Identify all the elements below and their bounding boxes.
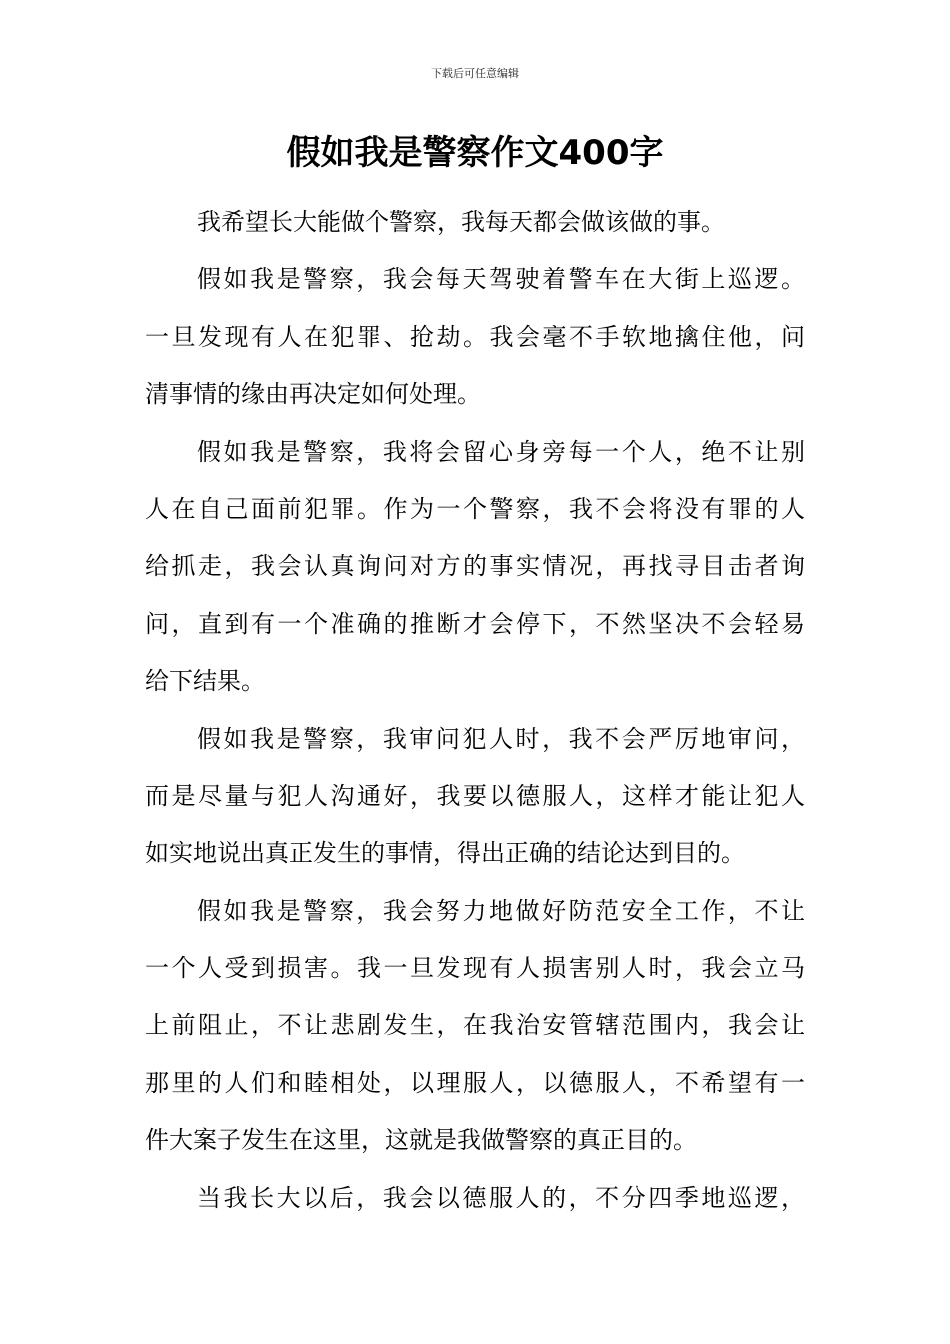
essay-line: 我希望长大能做个警察，我每天都会做该做的事。	[197, 208, 725, 236]
page-title: 假如我是警察作文400字	[286, 133, 664, 173]
essay-line: 假如我是警察，我将会留心身旁每一个人，绝不让别	[197, 437, 805, 466]
essay-line: 当我长大以后，我会以德服人的，不分四季地巡逻，	[197, 1183, 805, 1212]
essay-line: 上前阻止，不让悲剧发生，在我治安管辖范围内，我会让	[145, 1011, 805, 1040]
essay-line: 件大案子发生在这里，这就是我做警察的真正目的。	[145, 1126, 697, 1155]
essay-line: 人在自己面前犯罪。作为一个警察，我不会将没有罪的人	[145, 494, 805, 523]
essay-line: 如实地说出真正发生的事情，得出正确的结论达到目的。	[145, 839, 745, 868]
essay-line: 假如我是警察，我会努力地做好防范安全工作，不让	[197, 896, 805, 925]
essay-line: 给下结果。	[145, 667, 265, 696]
essay-body	[145, 194, 805, 1227]
essay-line: 那里的人们和睦相处，以理服人，以德服人，不希望有一	[145, 1068, 805, 1097]
essay-line: 假如我是警察，我会每天驾驶着警车在大街上巡逻。	[197, 265, 805, 294]
header-note: 下载后可任意编辑	[431, 67, 519, 80]
essay-line: 一旦发现有人在犯罪、抢劫。我会毫不手软地擒住他，问	[145, 322, 805, 351]
essay-line: 给抓走，我会认真询问对方的事实情况，再找寻目击者询	[145, 552, 805, 581]
essay-line: 清事情的缘由再决定如何处理。	[145, 380, 481, 409]
essay-line: 而是尽量与犯人沟通好，我要以德服人，这样才能让犯人	[145, 781, 805, 810]
essay-line: 问，直到有一个准确的推断才会停下，不然坚决不会轻易	[145, 609, 805, 638]
essay-line: 一个人受到损害。我一旦发现有人损害别人时，我会立马	[145, 954, 805, 983]
essay-line: 假如我是警察，我审问犯人时，我不会严厉地审问，	[197, 724, 805, 753]
